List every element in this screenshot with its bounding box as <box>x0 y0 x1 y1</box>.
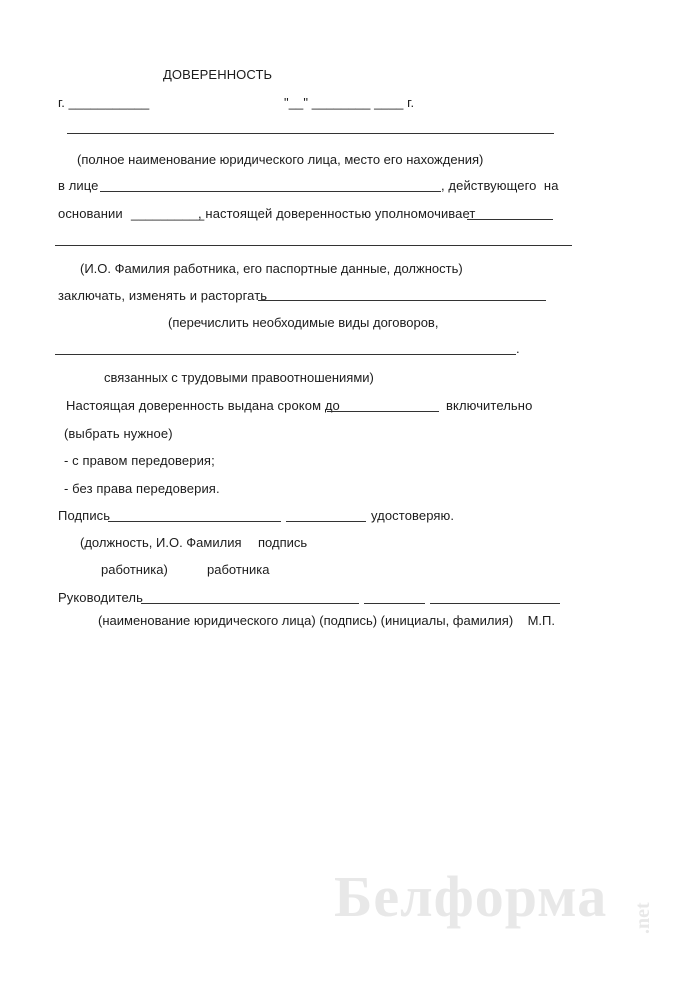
labor-relations-caption: связанных с трудовыми правоотношениями) <box>104 370 374 385</box>
city-line: г. ___________ <box>58 95 150 110</box>
contracts-continued-blank <box>55 354 516 355</box>
employee-data-blank <box>55 245 572 246</box>
contract-types-blank <box>258 300 546 301</box>
org-name-caption: (полное наименование юридического лица, место его нахождения) <box>77 152 484 167</box>
employee-caption: (И.О. Фамилия работника, его паспортные данные, должность) <box>80 261 463 276</box>
basis-label: основании <box>58 206 123 221</box>
certify-label: удостоверяю. <box>371 508 455 523</box>
signature-label: Подпись <box>58 508 111 523</box>
head-caption: (наименование юридического лица) (подпись) (инициалы, фамилия) М.П. <box>98 613 555 628</box>
inclusive-label: включительно <box>446 398 533 413</box>
in-person-label: в лице <box>58 178 99 193</box>
authorized-person-blank <box>467 219 553 220</box>
watermark-tld: .net <box>632 902 654 934</box>
sign-employee-caption-1: работника) <box>101 562 168 577</box>
contracts-caption: (перечислить необходимые виды договоров, <box>168 315 439 330</box>
date-line: "__" ________ ____ г. <box>284 95 415 110</box>
head-label: Руководитель <box>58 590 143 605</box>
head-org-blank <box>141 603 359 604</box>
org-name-blank <box>67 133 554 134</box>
choose-label: (выбрать нужное) <box>64 426 173 441</box>
employee-position-name-blank <box>108 521 281 522</box>
option-with-subdelegation: - с правом передоверия; <box>64 453 215 468</box>
validity-date-blank <box>327 411 439 412</box>
acting-label: , действующего на <box>441 178 559 193</box>
employee-signature-blank <box>286 521 366 522</box>
document-title: ДОВЕРЕННОСТЬ <box>163 67 273 82</box>
watermark-brand: Белформа <box>334 864 608 929</box>
sign-position-caption: (должность, И.О. Фамилия <box>80 535 242 550</box>
sign-signature-caption: подпись <box>258 535 308 550</box>
sign-employee-caption-2: работника <box>207 562 270 577</box>
head-signature-blank <box>364 603 425 604</box>
basis-blank: __________ <box>131 206 205 221</box>
period-mark: . <box>516 341 520 356</box>
representative-blank <box>100 191 441 192</box>
option-without-subdelegation: - без права передоверия. <box>64 481 220 496</box>
authorizes-text: , настоящей доверенностью уполномочивает <box>198 206 476 221</box>
validity-text: Настоящая доверенность выдана сроком до <box>66 398 340 413</box>
conclude-label: заключать, изменять и расторгать <box>58 288 268 303</box>
watermark-logo <box>334 862 664 942</box>
head-name-blank <box>430 603 560 604</box>
